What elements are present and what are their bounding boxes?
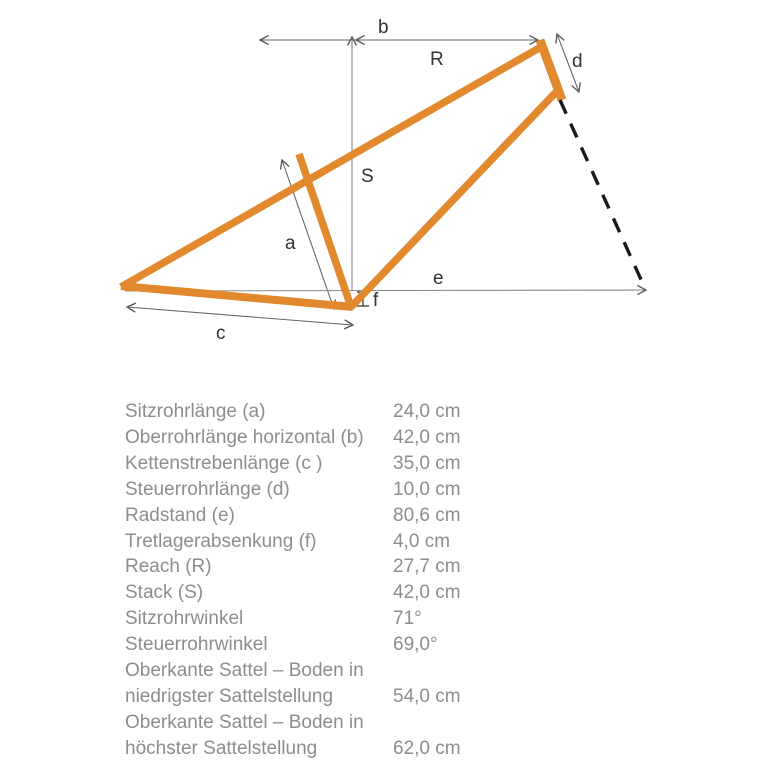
spec-label: Radstand (e) <box>125 504 235 526</box>
chainstay-tube <box>121 286 353 307</box>
label-f: f <box>373 290 379 311</box>
spec-value: 54,0 cm <box>393 685 461 707</box>
dim-line-c <box>127 307 353 325</box>
spec-value: 69,0° <box>393 634 438 656</box>
head-tube <box>540 40 562 100</box>
label-d: d <box>572 51 583 72</box>
spec-label: Steuerrohrwinkel <box>125 634 268 656</box>
spec-label-line2: niedrigster Sattelstellung <box>125 685 334 707</box>
down-tube <box>351 90 558 307</box>
table-row <box>125 580 675 606</box>
table-row <box>125 529 675 555</box>
label-b: b <box>378 17 389 38</box>
spec-value: 42,0 cm <box>393 582 461 604</box>
table-row <box>125 503 675 529</box>
spec-label: Reach (R) <box>125 556 212 578</box>
spec-label-line2: höchster Sattelstellung <box>125 737 318 759</box>
dimension-labels <box>216 17 583 344</box>
spec-value: 62,0 cm <box>393 737 461 759</box>
fork-axis-dashed-line <box>560 100 643 284</box>
spec-value: 27,7 cm <box>393 556 461 578</box>
spec-label-line1: Oberkante Sattel – Boden in <box>125 660 364 682</box>
geometry-spec-table <box>125 399 675 762</box>
spec-value: 24,0 cm <box>393 401 461 422</box>
label-e: e <box>433 268 444 289</box>
spec-label <box>125 658 393 710</box>
table-row <box>125 658 675 710</box>
label-a: a <box>285 233 296 254</box>
table-row <box>125 399 675 425</box>
frame-tubes <box>121 40 562 307</box>
spec-label: Tretlagerabsenkung (f) <box>125 530 317 552</box>
label-reach: R <box>430 49 444 70</box>
spec-value: 42,0 cm <box>393 426 461 448</box>
spec-label: Oberrohrlänge horizontal (b) <box>125 426 364 448</box>
spec-label: Sitzrohrwinkel <box>125 608 244 630</box>
label-c: c <box>216 323 226 344</box>
spec-label: Steuerrohrlänge (d) <box>125 478 290 500</box>
spec-label-line1: Oberkante Sattel – Boden in <box>125 711 364 733</box>
spec-label: Kettenstrebenlänge (c ) <box>125 452 323 474</box>
spec-value: 4,0 cm <box>393 530 451 552</box>
table-row <box>125 710 675 762</box>
spec-value: 35,0 cm <box>393 452 461 474</box>
spec-label <box>125 710 393 762</box>
spec-value: 80,6 cm <box>393 504 461 526</box>
spec-label: Sitzrohrlänge (a) <box>125 401 266 422</box>
table-row <box>125 451 675 477</box>
spec-label: Stack (S) <box>125 582 204 604</box>
spec-value: 10,0 cm <box>393 478 461 500</box>
table-row <box>125 606 675 632</box>
table-row <box>125 554 675 580</box>
spec-value: 71° <box>393 608 422 630</box>
dimension-lines <box>125 34 646 325</box>
label-stack: S <box>361 166 374 187</box>
table-row <box>125 477 675 503</box>
table-row <box>125 632 675 658</box>
table-row <box>125 425 675 451</box>
